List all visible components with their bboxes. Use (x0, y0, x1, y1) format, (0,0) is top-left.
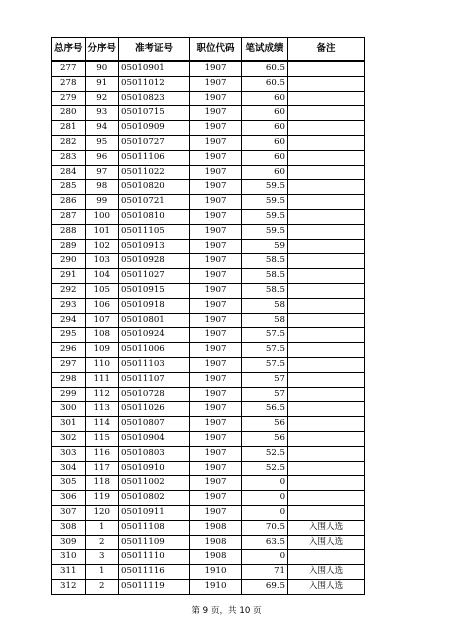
exam-ticket-cell: 05011105 (119, 224, 190, 239)
position-code-cell: 1907 (190, 476, 242, 491)
total-index-cell: 299 (52, 387, 86, 402)
total-index-cell: 289 (52, 239, 86, 254)
written-score-cell: 56 (242, 417, 288, 432)
exam-ticket-cell: 05011109 (119, 535, 190, 550)
remarks-cell (288, 239, 365, 254)
written-score-cell: 57 (242, 387, 288, 402)
table-row (52, 431, 365, 446)
exam-ticket-cell: 05010924 (119, 328, 190, 343)
sub-index-cell: 96 (85, 150, 119, 165)
position-code-cell: 1907 (190, 387, 242, 402)
position-code-cell: 1907 (190, 61, 242, 76)
exam-ticket-cell: 05011110 (119, 550, 190, 565)
position-code-cell: 1907 (190, 165, 242, 180)
written-score-cell: 59.5 (242, 224, 288, 239)
table-row (52, 372, 365, 387)
remarks-cell: 入围人选 (288, 520, 365, 535)
sub-index-cell: 102 (85, 239, 119, 254)
table-row (52, 165, 365, 180)
sub-index-cell: 91 (85, 76, 119, 91)
sub-index-cell: 2 (85, 579, 119, 594)
remarks-cell (288, 224, 365, 239)
table-row (52, 283, 365, 298)
written-score-cell: 57.5 (242, 357, 288, 372)
page-footer: 第 9 页，共 10 页 (191, 606, 262, 616)
written-score-cell: 57.5 (242, 343, 288, 358)
position-code-cell: 1907 (190, 417, 242, 432)
position-code-cell: 1907 (190, 195, 242, 210)
table-row (52, 387, 365, 402)
position-code-cell: 1907 (190, 431, 242, 446)
written-score-cell: 56.5 (242, 402, 288, 417)
written-score-cell: 60.5 (242, 61, 288, 76)
exam-ticket-cell: 05011116 (119, 565, 190, 580)
position-code-cell: 1907 (190, 254, 242, 269)
table-row (52, 491, 365, 506)
position-code-cell: 1907 (190, 402, 242, 417)
remarks-cell (288, 61, 365, 76)
table-row (52, 357, 365, 372)
exam-ticket-cell: 05010928 (119, 254, 190, 269)
score-table (51, 37, 365, 595)
total-index-cell: 290 (52, 254, 86, 269)
position-code-cell: 1907 (190, 121, 242, 136)
exam-ticket-cell: 05011108 (119, 520, 190, 535)
header-sub-index: 分序号 (85, 38, 119, 62)
written-score-cell: 58.5 (242, 283, 288, 298)
remarks-cell (288, 254, 365, 269)
exam-ticket-cell: 05010911 (119, 505, 190, 520)
exam-ticket-cell: 05011119 (119, 579, 190, 594)
remarks-cell (288, 357, 365, 372)
position-code-cell: 1907 (190, 135, 242, 150)
remarks-cell (288, 461, 365, 476)
written-score-cell: 59.5 (242, 180, 288, 195)
table-row (52, 106, 365, 121)
header-written-score: 笔试成绩 (242, 38, 288, 62)
written-score-cell: 0 (242, 550, 288, 565)
exam-ticket-cell: 05010904 (119, 431, 190, 446)
exam-ticket-cell: 05010721 (119, 195, 190, 210)
position-code-cell: 1908 (190, 550, 242, 565)
sub-index-cell: 3 (85, 550, 119, 565)
exam-ticket-cell: 05010910 (119, 461, 190, 476)
remarks-cell (288, 209, 365, 224)
total-index-cell: 294 (52, 313, 86, 328)
header-row (52, 38, 365, 62)
sub-index-cell: 110 (85, 357, 119, 372)
table-row (52, 535, 365, 550)
written-score-cell: 63.5 (242, 535, 288, 550)
table-row (52, 135, 365, 150)
remarks-cell: 入围人选 (288, 579, 365, 594)
sub-index-cell: 1 (85, 565, 119, 580)
remarks-cell (288, 550, 365, 565)
written-score-cell: 52.5 (242, 446, 288, 461)
sub-index-cell: 106 (85, 298, 119, 313)
sub-index-cell: 117 (85, 461, 119, 476)
remarks-cell (288, 431, 365, 446)
exam-ticket-cell: 05010727 (119, 135, 190, 150)
total-index-cell: 291 (52, 269, 86, 284)
total-index-cell: 279 (52, 91, 86, 106)
exam-ticket-cell: 05010823 (119, 91, 190, 106)
table-row (52, 565, 365, 580)
total-index-cell: 277 (52, 61, 86, 76)
table-row (52, 180, 365, 195)
header-exam-ticket: 准考证号 (119, 38, 190, 62)
table-row (52, 579, 365, 594)
exam-ticket-cell: 05011002 (119, 476, 190, 491)
sub-index-cell: 100 (85, 209, 119, 224)
exam-ticket-cell: 05010715 (119, 106, 190, 121)
sub-index-cell: 2 (85, 535, 119, 550)
position-code-cell: 1907 (190, 180, 242, 195)
sub-index-cell: 116 (85, 446, 119, 461)
written-score-cell: 60 (242, 150, 288, 165)
total-index-cell: 300 (52, 402, 86, 417)
remarks-cell (288, 180, 365, 195)
position-code-cell: 1907 (190, 150, 242, 165)
exam-ticket-cell: 05010913 (119, 239, 190, 254)
written-score-cell: 71 (242, 565, 288, 580)
table-row (52, 195, 365, 210)
remarks-cell (288, 106, 365, 121)
exam-ticket-cell: 05011012 (119, 76, 190, 91)
remarks-cell (288, 283, 365, 298)
table-row (52, 239, 365, 254)
sub-index-cell: 113 (85, 402, 119, 417)
table-row (52, 446, 365, 461)
remarks-cell (288, 195, 365, 210)
exam-ticket-cell: 05011107 (119, 372, 190, 387)
written-score-cell: 60 (242, 121, 288, 136)
written-score-cell: 56 (242, 431, 288, 446)
remarks-cell (288, 121, 365, 136)
remarks-cell (288, 402, 365, 417)
remarks-cell (288, 491, 365, 506)
total-index-cell: 292 (52, 283, 86, 298)
remarks-cell: 入围人选 (288, 535, 365, 550)
total-index-cell: 285 (52, 180, 86, 195)
written-score-cell: 60 (242, 165, 288, 180)
total-index-cell: 305 (52, 476, 86, 491)
total-index-cell: 303 (52, 446, 86, 461)
table-row (52, 476, 365, 491)
position-code-cell: 1907 (190, 505, 242, 520)
position-code-cell: 1908 (190, 535, 242, 550)
sub-index-cell: 104 (85, 269, 119, 284)
remarks-cell (288, 343, 365, 358)
total-index-cell: 278 (52, 76, 86, 91)
total-index-cell: 309 (52, 535, 86, 550)
table-row (52, 121, 365, 136)
remarks-cell (288, 135, 365, 150)
position-code-cell: 1907 (190, 239, 242, 254)
sub-index-cell: 94 (85, 121, 119, 136)
exam-ticket-cell: 05010909 (119, 121, 190, 136)
written-score-cell: 52.5 (242, 461, 288, 476)
position-code-cell: 1907 (190, 372, 242, 387)
sub-index-cell: 93 (85, 106, 119, 121)
written-score-cell: 0 (242, 491, 288, 506)
total-index-cell: 284 (52, 165, 86, 180)
sub-index-cell: 118 (85, 476, 119, 491)
sub-index-cell: 115 (85, 431, 119, 446)
remarks-cell (288, 446, 365, 461)
sub-index-cell: 101 (85, 224, 119, 239)
exam-ticket-cell: 05011006 (119, 343, 190, 358)
written-score-cell: 60 (242, 135, 288, 150)
total-index-cell: 282 (52, 135, 86, 150)
total-index-cell: 312 (52, 579, 86, 594)
remarks-cell (288, 313, 365, 328)
position-code-cell: 1907 (190, 269, 242, 284)
remarks-cell: 入围人选 (288, 565, 365, 580)
written-score-cell: 58 (242, 298, 288, 313)
exam-ticket-cell: 05010802 (119, 491, 190, 506)
remarks-cell (288, 150, 365, 165)
total-index-cell: 295 (52, 328, 86, 343)
written-score-cell: 0 (242, 476, 288, 491)
position-code-cell: 1907 (190, 76, 242, 91)
exam-ticket-cell: 05010728 (119, 387, 190, 402)
total-index-cell: 311 (52, 565, 86, 580)
table-row (52, 402, 365, 417)
exam-ticket-cell: 05011022 (119, 165, 190, 180)
position-code-cell: 1907 (190, 491, 242, 506)
sub-index-cell: 97 (85, 165, 119, 180)
written-score-cell: 70.5 (242, 520, 288, 535)
table-row (52, 209, 365, 224)
total-index-cell: 310 (52, 550, 86, 565)
remarks-cell (288, 417, 365, 432)
total-index-cell: 293 (52, 298, 86, 313)
sub-index-cell: 103 (85, 254, 119, 269)
sub-index-cell: 95 (85, 135, 119, 150)
table-row (52, 61, 365, 76)
remarks-cell (288, 476, 365, 491)
total-index-cell: 296 (52, 343, 86, 358)
sub-index-cell: 105 (85, 283, 119, 298)
written-score-cell: 58.5 (242, 254, 288, 269)
table-row (52, 254, 365, 269)
position-code-cell: 1907 (190, 357, 242, 372)
remarks-cell (288, 387, 365, 402)
position-code-cell: 1910 (190, 565, 242, 580)
position-code-cell: 1907 (190, 283, 242, 298)
table-row (52, 505, 365, 520)
total-index-cell: 287 (52, 209, 86, 224)
exam-ticket-cell: 05010801 (119, 313, 190, 328)
total-index-cell: 297 (52, 357, 86, 372)
written-score-cell: 59.5 (242, 195, 288, 210)
header-position-code: 职位代码 (190, 38, 242, 62)
position-code-cell: 1907 (190, 446, 242, 461)
written-score-cell: 59 (242, 239, 288, 254)
written-score-cell: 60 (242, 91, 288, 106)
total-index-cell: 281 (52, 121, 86, 136)
written-score-cell: 60 (242, 106, 288, 121)
remarks-cell (288, 269, 365, 284)
position-code-cell: 1907 (190, 343, 242, 358)
table-row (52, 550, 365, 565)
table-row (52, 298, 365, 313)
table-row (52, 520, 365, 535)
table-row (52, 150, 365, 165)
total-index-cell: 280 (52, 106, 86, 121)
exam-ticket-cell: 05011103 (119, 357, 190, 372)
written-score-cell: 69.5 (242, 579, 288, 594)
table-row (52, 461, 365, 476)
table-row (52, 328, 365, 343)
total-index-cell: 302 (52, 431, 86, 446)
table-row (52, 269, 365, 284)
remarks-cell (288, 298, 365, 313)
total-index-cell: 301 (52, 417, 86, 432)
remarks-cell (288, 91, 365, 106)
position-code-cell: 1910 (190, 579, 242, 594)
written-score-cell: 58.5 (242, 269, 288, 284)
remarks-cell (288, 372, 365, 387)
sub-index-cell: 107 (85, 313, 119, 328)
exam-ticket-cell: 05010807 (119, 417, 190, 432)
total-index-cell: 306 (52, 491, 86, 506)
written-score-cell: 59.5 (242, 209, 288, 224)
written-score-cell: 60.5 (242, 76, 288, 91)
position-code-cell: 1907 (190, 313, 242, 328)
total-index-cell: 288 (52, 224, 86, 239)
sub-index-cell: 111 (85, 372, 119, 387)
written-score-cell: 57.5 (242, 328, 288, 343)
sub-index-cell: 119 (85, 491, 119, 506)
sub-index-cell: 108 (85, 328, 119, 343)
remarks-cell (288, 505, 365, 520)
total-index-cell: 283 (52, 150, 86, 165)
total-index-cell: 304 (52, 461, 86, 476)
sub-index-cell: 120 (85, 505, 119, 520)
exam-ticket-cell: 05010820 (119, 180, 190, 195)
exam-ticket-cell: 05010918 (119, 298, 190, 313)
total-index-cell: 307 (52, 505, 86, 520)
sub-index-cell: 90 (85, 61, 119, 76)
written-score-cell: 58 (242, 313, 288, 328)
remarks-cell (288, 76, 365, 91)
table-row (52, 343, 365, 358)
sub-index-cell: 1 (85, 520, 119, 535)
exam-ticket-cell: 05010810 (119, 209, 190, 224)
remarks-cell (288, 165, 365, 180)
sub-index-cell: 112 (85, 387, 119, 402)
exam-ticket-cell: 05010915 (119, 283, 190, 298)
remarks-cell (288, 328, 365, 343)
position-code-cell: 1907 (190, 461, 242, 476)
table-row (52, 417, 365, 432)
header-total-index: 总序号 (52, 38, 86, 62)
sub-index-cell: 109 (85, 343, 119, 358)
written-score-cell: 0 (242, 505, 288, 520)
position-code-cell: 1907 (190, 209, 242, 224)
position-code-cell: 1907 (190, 106, 242, 121)
table-row (52, 224, 365, 239)
sub-index-cell: 114 (85, 417, 119, 432)
exam-ticket-cell: 05011026 (119, 402, 190, 417)
table-row (52, 76, 365, 91)
sub-index-cell: 99 (85, 195, 119, 210)
exam-ticket-cell: 05010803 (119, 446, 190, 461)
total-index-cell: 308 (52, 520, 86, 535)
written-score-cell: 57 (242, 372, 288, 387)
exam-ticket-cell: 05011027 (119, 269, 190, 284)
position-code-cell: 1908 (190, 520, 242, 535)
sub-index-cell: 92 (85, 91, 119, 106)
table-row (52, 91, 365, 106)
exam-ticket-cell: 05010901 (119, 61, 190, 76)
header-remarks: 备注 (288, 38, 365, 62)
sub-index-cell: 98 (85, 180, 119, 195)
total-index-cell: 298 (52, 372, 86, 387)
table-row (52, 313, 365, 328)
position-code-cell: 1907 (190, 328, 242, 343)
position-code-cell: 1907 (190, 298, 242, 313)
exam-ticket-cell: 05011106 (119, 150, 190, 165)
position-code-cell: 1907 (190, 224, 242, 239)
total-index-cell: 286 (52, 195, 86, 210)
position-code-cell: 1907 (190, 91, 242, 106)
